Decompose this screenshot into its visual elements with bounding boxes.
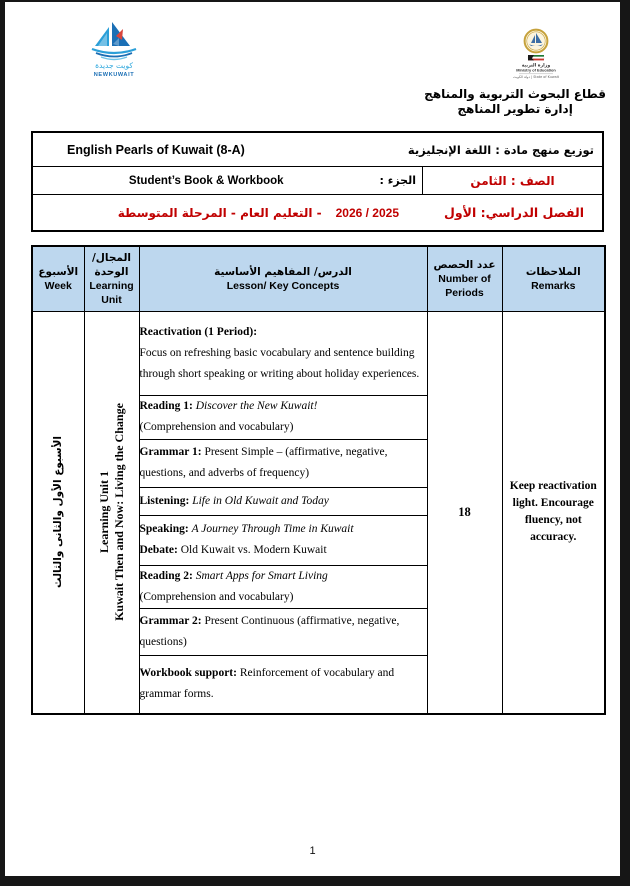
lesson-title: Workbook support: — [139, 667, 237, 680]
lesson-header-en: Lesson/ Key Concepts — [226, 279, 340, 292]
week-cell — [32, 311, 84, 714]
lesson-subtitle: Discover the New Kuwait! — [195, 400, 318, 412]
lesson-subtitle: Smart Apps for Smart Living — [195, 569, 328, 582]
lesson-title: Speaking: — [139, 523, 189, 535]
week-header-en: Week — [44, 279, 72, 292]
remarks-cell: Keep reactivation light. Encourage fluency, not accuracy. — [502, 311, 605, 714]
lesson-body-2: Old Kuwait vs. Modern Kuwait — [180, 544, 327, 556]
lesson-cell-reading2 — [139, 565, 427, 608]
lesson-title: Reading 2: — [139, 569, 193, 582]
lesson-body: Present Simple – (affirmative, negative, questions, and adverbs of frequency) — [139, 446, 388, 479]
week-header-ar: الأسبوع — [38, 265, 79, 278]
lesson-row-reactivation — [32, 311, 605, 395]
lesson-cell-speaking — [139, 515, 427, 565]
department-admin-line: إدارة تطوير المناهج — [457, 102, 573, 116]
week-range-label: الأسبوع الأول والثانى والثالث — [52, 436, 65, 589]
part-label: الجزء : — [379, 174, 416, 187]
info-row-class — [33, 167, 602, 195]
table-header-row — [32, 246, 605, 311]
lesson-title: Reactivation (1 Period): — [139, 325, 258, 338]
emblem-arabic-caption: وزارة التربية — [521, 63, 551, 69]
document-page — [5, 2, 620, 876]
course-info-table — [31, 131, 604, 232]
col-header-remarks — [502, 246, 605, 311]
new-kuwait-arabic-wordmark: كويت جديدة — [95, 61, 133, 70]
lesson-body: (Comprehension and vocabulary) — [139, 590, 294, 603]
lesson-title: Grammar 2: — [139, 614, 202, 627]
remarks-header-en: Remarks — [531, 279, 576, 292]
learning-unit-label — [97, 316, 127, 708]
lesson-title: Grammar 1: — [139, 446, 202, 458]
lesson-body: Focus on refreshing basic vocabulary and sentence building through short speaking or writing about holiday experiences. — [139, 346, 420, 380]
lesson-body: Reinforcement of vocabulary and grammar forms. — [139, 667, 395, 701]
unit-cell — [84, 311, 139, 714]
unit-number: Learning Unit 1 — [96, 471, 111, 554]
book-title: Student’s Book & Workbook — [128, 174, 284, 187]
lesson-body: (Comprehension and vocabulary) — [139, 421, 294, 433]
curriculum-table — [31, 245, 606, 715]
page-number: 1 — [309, 845, 316, 857]
emblem-latin-caption: Ministry of Education — [516, 67, 556, 73]
periods-cell: 18 — [427, 311, 502, 714]
info-row-subject — [33, 133, 602, 167]
periods-header-ar: عدد الحصص — [433, 258, 496, 271]
col-header-unit — [84, 246, 139, 311]
department-sector-line: قطاع البحوث التربوية والمناهج — [424, 87, 606, 101]
school-year: 2026 / 2025 — [335, 205, 400, 220]
dhow-sailboat-icon — [85, 18, 143, 78]
new-kuwait-logo — [85, 18, 143, 83]
stage-label: - التعليم العام - المرحلة المتوسطة — [117, 205, 322, 220]
new-kuwait-latin-wordmark: NEWKUWAIT — [93, 72, 135, 78]
info-row-semester — [33, 195, 602, 230]
periods-header-en: Number of Periods — [438, 272, 491, 299]
unit-title: Kuwait Then and Now: Living the Change — [111, 403, 126, 622]
lesson-title-2: Debate: — [139, 544, 178, 556]
course-title: English Pearls of Kuwait (8-A) — [67, 142, 245, 157]
remarks-header-ar: الملاحظات — [525, 265, 581, 278]
lesson-cell-workbook — [139, 655, 427, 714]
lesson-cell-reactivation — [139, 311, 427, 395]
lesson-title: Reading 1: — [139, 400, 193, 412]
ministry-seal-icon — [503, 28, 569, 80]
grade-label: الصف : الثامن — [470, 173, 555, 188]
col-header-lesson — [139, 246, 427, 311]
lesson-cell-reading1 — [139, 395, 427, 439]
unit-header-ar: المجال/ الوحدة — [91, 251, 132, 278]
unit-header-en: Learning Unit — [89, 279, 134, 306]
lesson-subtitle: Life in Old Kuwait and Today — [192, 494, 329, 507]
ministry-emblem — [503, 28, 569, 85]
lesson-cell-grammar2 — [139, 608, 427, 655]
col-header-week — [32, 246, 84, 311]
book-part-cell — [33, 167, 423, 194]
lesson-subtitle: A Journey Through Time in Kuwait — [191, 523, 354, 535]
lesson-header-ar: الدرس/ المفاهيم الأساسية — [214, 265, 352, 278]
lesson-body: Present Continuous (affirmative, negative, questions) — [139, 614, 400, 648]
lesson-title: Listening: — [139, 494, 190, 507]
semester-label: الفصل الدراسي: الأول — [444, 205, 584, 220]
subject-label: توزيع منهج مادة : اللغة الإنجليزية — [407, 142, 594, 157]
lesson-cell-grammar1 — [139, 439, 427, 487]
emblem-state-caption: دولة الكويت | State of Kuwait — [513, 74, 559, 79]
lesson-cell-listening — [139, 487, 427, 515]
grade-cell — [423, 172, 602, 190]
col-header-periods — [427, 246, 502, 311]
department-heading — [424, 87, 606, 117]
